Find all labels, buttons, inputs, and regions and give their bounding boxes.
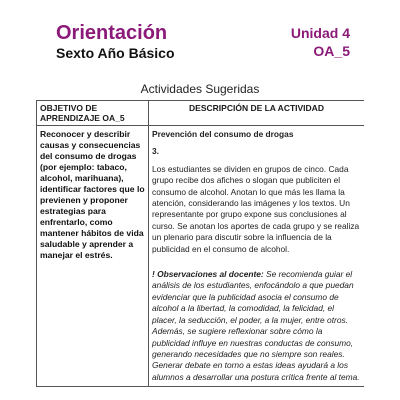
objective-column-header: OBJETIVO DE APRENDIZAJE OA_5 <box>37 101 149 126</box>
activity-title: Prevención del consumo de drogas <box>152 129 294 139</box>
activities-table-wrap <box>36 100 364 400</box>
section-title: Actividades Sugeridas <box>140 82 260 96</box>
observations-text: Se recomienda guiar el análisis de los estudiantes, enfocándolo a que puedan evidenciar que la publicidad asocia el consumo de alcohol a la libertad, la comodidad, la felicidad, el placer, la seducción, el poder, a la mujer, entre otros. Además, se sugiere reflexionar sobre cómo la publicidad influye en nuestras conductas de consumo, generando necesidades que no siempre son reales. Generar debate en torno a estas ideas ayudará a los alumnos a desarrollar una postura crítica frente al tema. <box>152 269 360 382</box>
subject-title: Orientación <box>56 22 168 44</box>
unit-label: Unidad 4 <box>290 25 350 41</box>
description-column-header: DESCRIPCIÓN DE LA ACTIVIDAD <box>149 101 365 126</box>
activities-table <box>36 100 364 387</box>
teacher-observations <box>152 269 361 383</box>
observations-label: ! Observaciones al docente: <box>152 269 264 280</box>
objective-cell: Reconocer y describir causas y consecuencias del consumo de drogas (por ejemplo: tabaco, alcohol, marihuana), identificar factores que lo previenen y proponer estrategias para enfrentarlo, como mantener hábitos de vida saludable y aprender a manejar el estrés. <box>37 126 149 387</box>
grade-subtitle: Sexto Año Básico <box>56 45 175 61</box>
oa-label: OA_5 <box>313 43 350 59</box>
page-header <box>56 22 350 62</box>
table-header-row <box>37 101 365 126</box>
activity-description: Los estudiantes se dividen en grupos de cinco. Cada grupo recibe dos afiches o slogan que publiciten el consumo de alcohol. Anotan lo que más les llama la atención, considerando las imágenes y los textos. Un representante por grupo expone sus conclusiones al curso. Se anotan los aportes de cada grupo y se realiza un plenario para discutir sobre la influencia de la publicidad en el consumo de alcohol. <box>152 163 360 254</box>
activity-cell <box>149 126 365 387</box>
activity-number: 3. <box>152 146 159 157</box>
table-row <box>37 126 365 387</box>
